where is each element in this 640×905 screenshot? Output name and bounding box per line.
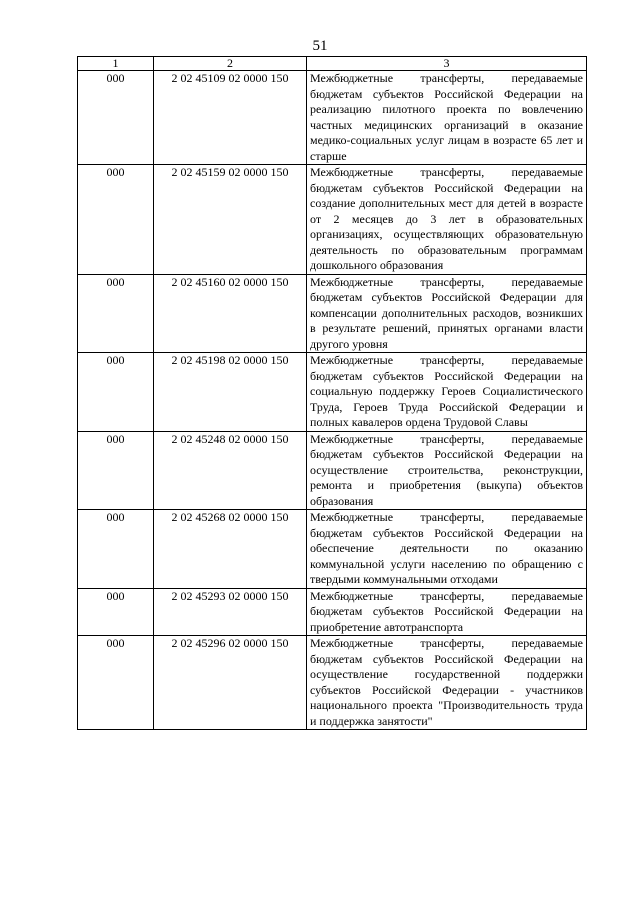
budget-code-cell: 2 02 45198 02 0000 150 xyxy=(154,353,307,432)
admin-code-cell: 000 xyxy=(78,431,154,510)
budget-classification-table xyxy=(77,56,587,730)
income-name-cell: Межбюджетные трансферты, передаваемые бюджетам субъектов Российской Федерации на создание дополнительных мест для детей в возрасте от 2 месяцев до 3 лет в образовательных организациях, осуществляющих образовательную деятельность по образовательным программам дошкольного образования xyxy=(307,165,587,275)
table-row xyxy=(78,431,587,510)
income-name-cell: Межбюджетные трансферты, передаваемые бюджетам субъектов Российской Федерации на осуществление строительства, реконструкции, ремонта и приобретения (выкупа) объектов образования xyxy=(307,431,587,510)
budget-code-cell: 2 02 45160 02 0000 150 xyxy=(154,274,307,353)
table-row xyxy=(78,636,587,730)
budget-code-cell: 2 02 45248 02 0000 150 xyxy=(154,431,307,510)
income-name-cell: Межбюджетные трансферты, передаваемые бюджетам субъектов Российской Федерации для компенсации дополнительных расходов, возникших в результате решений, принятых органами власти другого уровня xyxy=(307,274,587,353)
page-number: 51 xyxy=(312,38,328,54)
admin-code-cell: 000 xyxy=(78,353,154,432)
admin-code-cell: 000 xyxy=(78,71,154,165)
table-row xyxy=(78,274,587,353)
table-row xyxy=(78,165,587,275)
admin-code-cell: 000 xyxy=(78,165,154,275)
column-header-3: 3 xyxy=(307,57,587,71)
income-name-cell: Межбюджетные трансферты, передаваемые бюджетам субъектов Российской Федерации на осуществление государственной поддержки субъектов Российской Федерации - участников национального проекта "Производительность труда и поддержка занятости" xyxy=(307,636,587,730)
table-row xyxy=(78,510,587,589)
budget-code-cell: 2 02 45268 02 0000 150 xyxy=(154,510,307,589)
admin-code-cell: 000 xyxy=(78,636,154,730)
column-header-1: 1 xyxy=(78,57,154,71)
admin-code-cell: 000 xyxy=(78,588,154,636)
budget-code-cell: 2 02 45109 02 0000 150 xyxy=(154,71,307,165)
table-row xyxy=(78,353,587,432)
budget-code-cell: 2 02 45296 02 0000 150 xyxy=(154,636,307,730)
table-row xyxy=(78,588,587,636)
admin-code-cell: 000 xyxy=(78,274,154,353)
budget-code-cell: 2 02 45159 02 0000 150 xyxy=(154,165,307,275)
income-name-cell: Межбюджетные трансферты, передаваемые бюджетам субъектов Российской Федерации на реализацию пилотного проекта по вовлечению частных медицинских организаций в оказание медико-социальных услуг лицам в возрасте 65 лет и старше xyxy=(307,71,587,165)
income-name-cell: Межбюджетные трансферты, передаваемые бюджетам субъектов Российской Федерации на социальную поддержку Героев Социалистического Труда, Героев Труда Российской Федерации и полных кавалеров ордена Трудовой Славы xyxy=(307,353,587,432)
admin-code-cell: 000 xyxy=(78,510,154,589)
budget-code-cell: 2 02 45293 02 0000 150 xyxy=(154,588,307,636)
income-name-cell: Межбюджетные трансферты, передаваемые бюджетам субъектов Российской Федерации на обеспечение деятельности по оказанию коммунальной услуги населению по обращению с твердыми коммунальными отходами xyxy=(307,510,587,589)
income-name-cell: Межбюджетные трансферты, передаваемые бюджетам субъектов Российской Федерации на приобретение автотранспорта xyxy=(307,588,587,636)
table-row xyxy=(78,71,587,165)
column-header-2: 2 xyxy=(154,57,307,71)
table-header-row xyxy=(78,57,587,71)
